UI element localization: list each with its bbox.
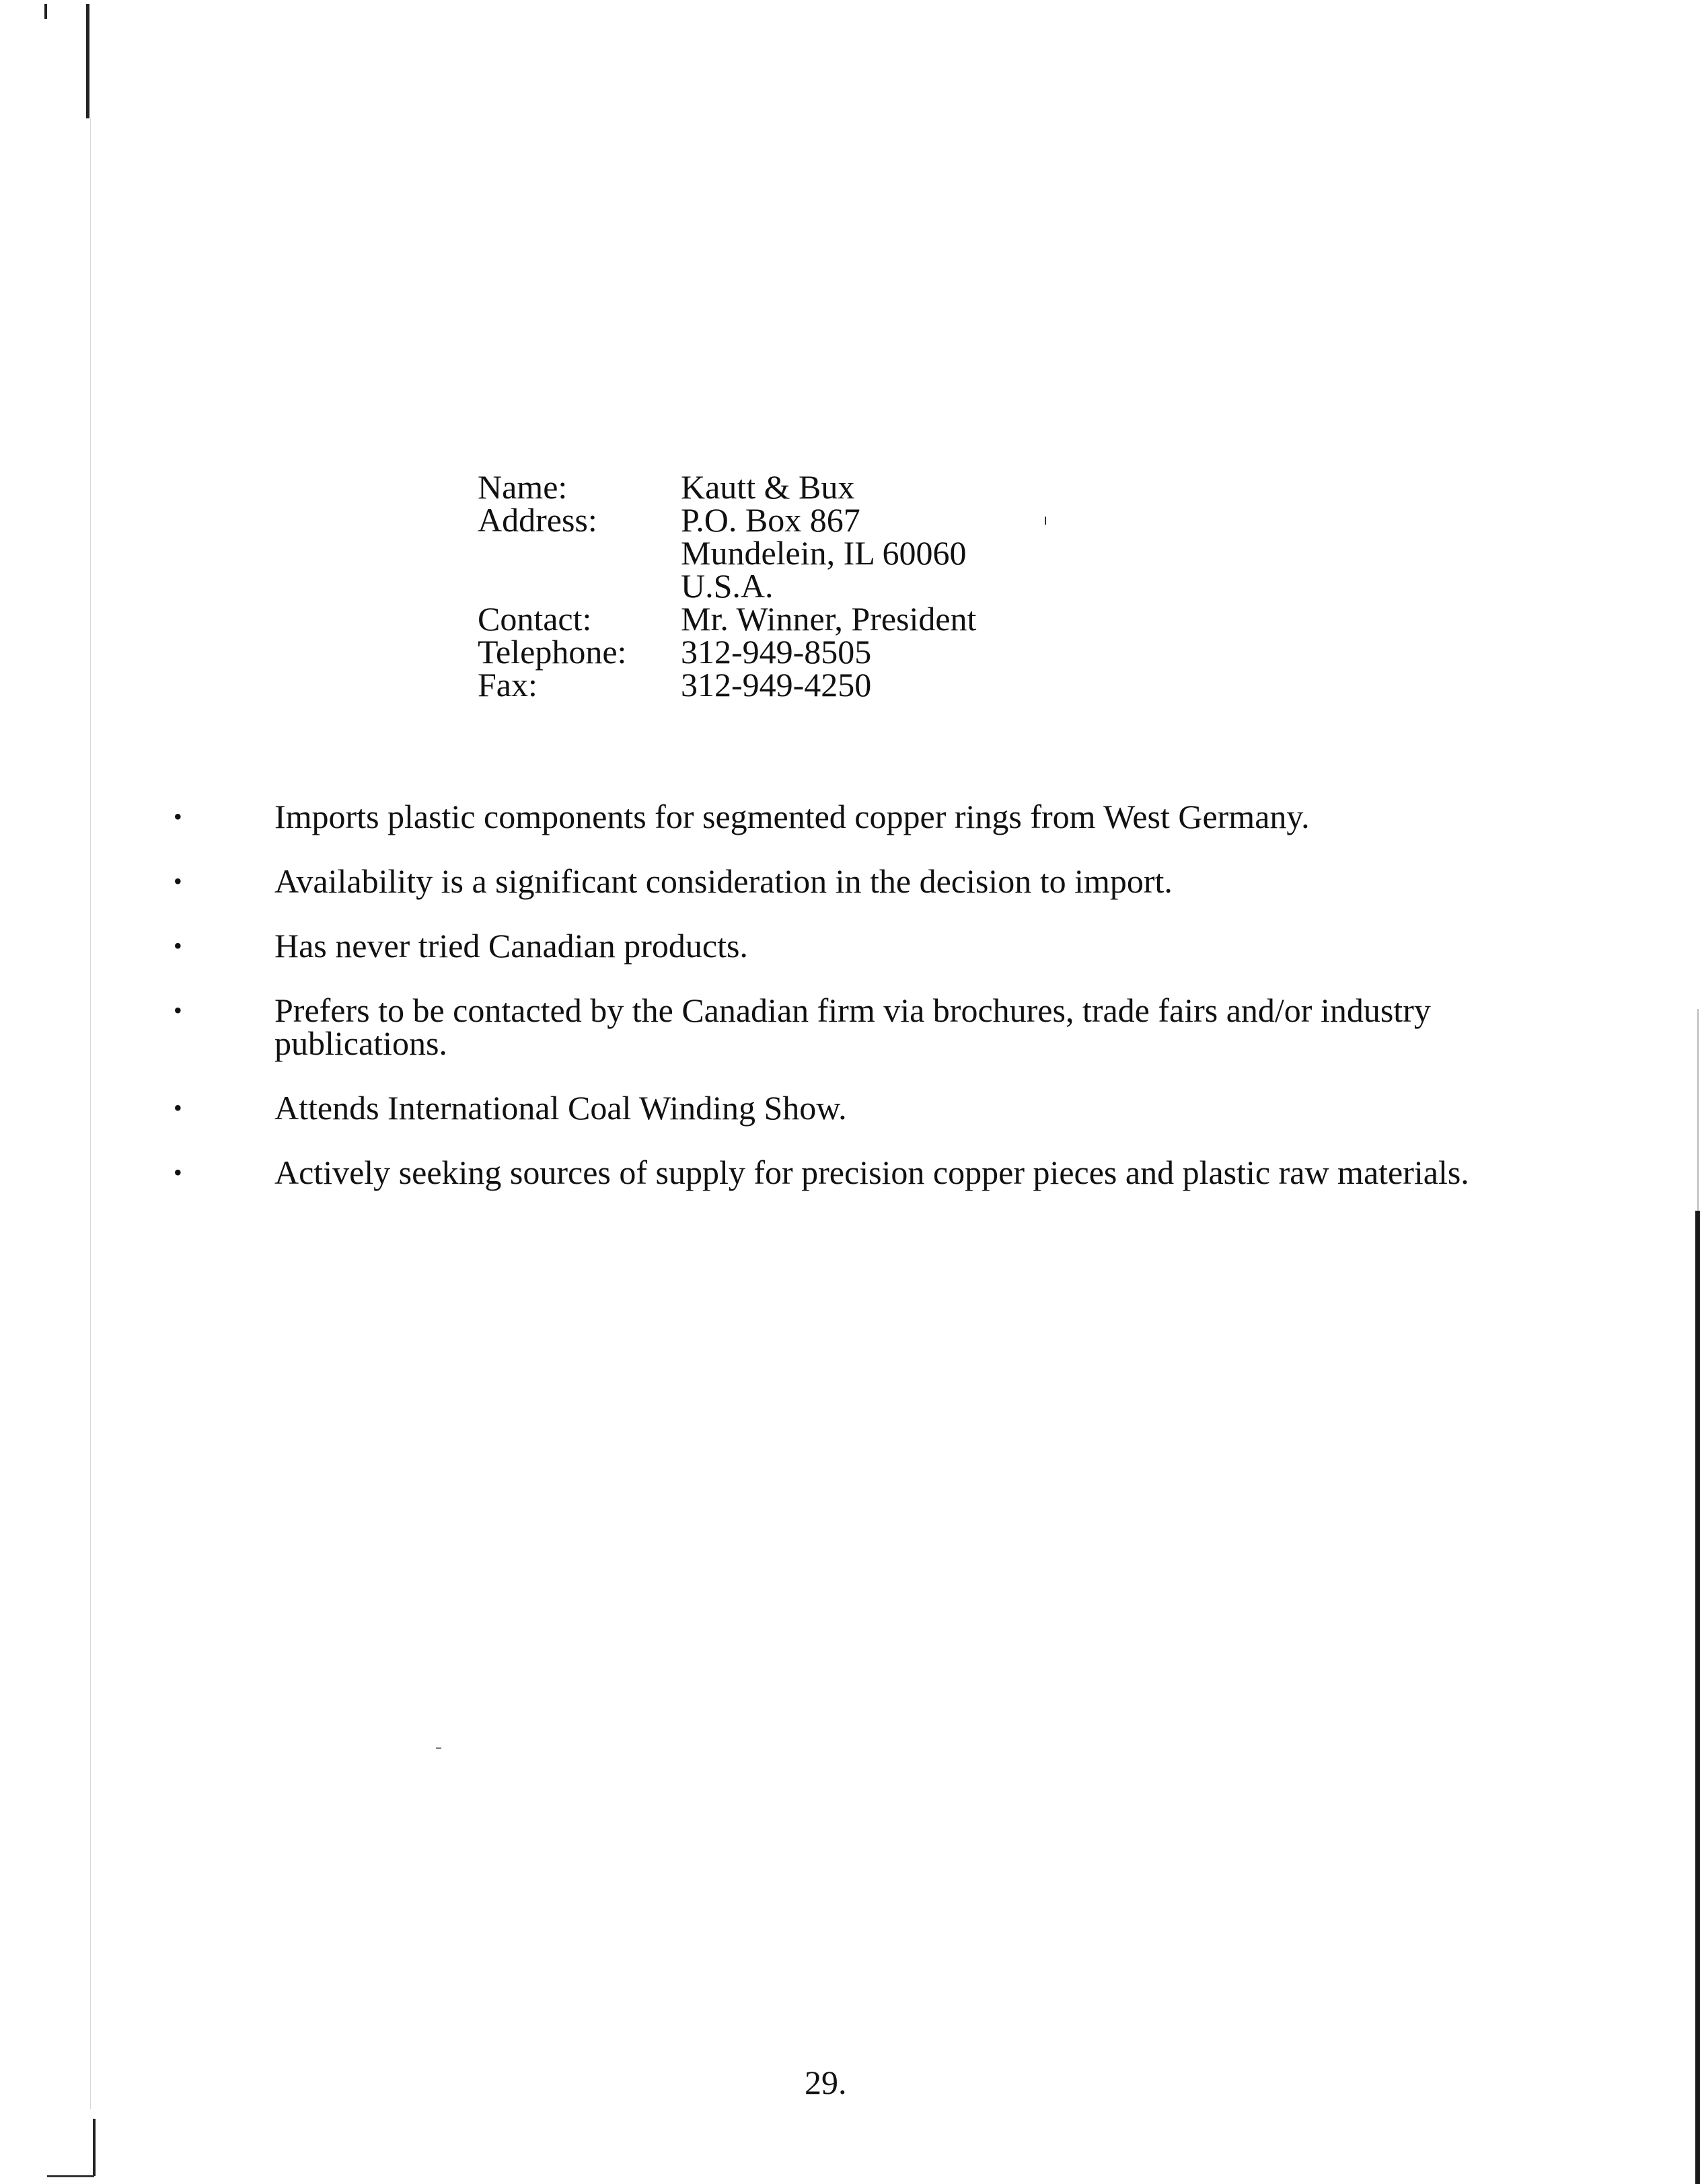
field-label	[478, 537, 681, 570]
list-item-text: Prefers to be contacted by the Canadian firm via brochures, trade fairs and/or industry publications.	[274, 991, 1431, 1062]
scan-binding-edge	[90, 118, 91, 2109]
list-item	[168, 1089, 1547, 1127]
list-item	[168, 1156, 1547, 1189]
scan-binding-edge	[93, 2119, 96, 2176]
field-value: 312-949-8505	[681, 633, 872, 671]
bullet-icon: •	[174, 997, 182, 1024]
bullet-icon: •	[174, 1159, 182, 1186]
bullet-icon: •	[174, 932, 182, 959]
scan-binding-edge	[47, 2175, 94, 2177]
list-item-text: Has never tried Canadian products.	[274, 927, 748, 965]
page-number: 29.	[805, 2064, 847, 2101]
field-value: Kautt & Bux	[681, 468, 855, 506]
notes-bullet-list	[168, 800, 1547, 1221]
scan-speck	[1045, 517, 1046, 525]
list-item	[168, 800, 1547, 833]
contact-row-address	[478, 501, 976, 539]
list-item-text: Attends International Coal Winding Show.	[274, 1089, 847, 1127]
field-value: 312-949-4250	[681, 666, 872, 704]
scan-edge-mark	[44, 4, 47, 19]
list-item-text: Availability is a significant consideration in the decision to import.	[274, 862, 1173, 900]
field-value: Mr. Winner, President	[681, 600, 977, 638]
field-label: Fax:	[478, 666, 538, 704]
bullet-icon: •	[174, 1094, 182, 1121]
scan-page-edge	[1697, 1009, 1699, 1211]
contact-info-block	[478, 468, 977, 704]
list-item	[168, 862, 1547, 900]
field-label: Contact:	[478, 600, 592, 638]
field-label: Address:	[478, 501, 597, 539]
list-item	[168, 991, 1547, 1062]
contact-row-telephone	[478, 633, 976, 671]
field-value: Mundelein, IL 60060	[681, 534, 967, 572]
list-item-text: Actively seeking sources of supply for precision copper pieces and plastic raw materials.	[274, 1154, 1469, 1191]
contact-row-name	[478, 468, 976, 506]
scan-speck	[436, 1747, 441, 1749]
contact-row-contact	[478, 600, 977, 638]
field-value: P.O. Box 867	[681, 501, 860, 539]
field-label: Telephone:	[478, 633, 627, 671]
scan-page-edge	[1695, 1211, 1700, 2184]
contact-row-fax	[478, 666, 976, 704]
contact-row-address-line-3	[478, 567, 976, 605]
scan-binding-edge	[86, 4, 89, 118]
contact-row-address-line-2	[478, 534, 976, 572]
field-label: Name:	[478, 468, 568, 506]
field-label	[478, 570, 681, 603]
bullet-icon: •	[174, 803, 182, 830]
list-item-text: Imports plastic components for segmented copper rings from West Germany.	[274, 798, 1310, 835]
list-item	[168, 927, 1547, 965]
bullet-icon: •	[174, 868, 182, 895]
field-value: U.S.A.	[681, 567, 774, 605]
